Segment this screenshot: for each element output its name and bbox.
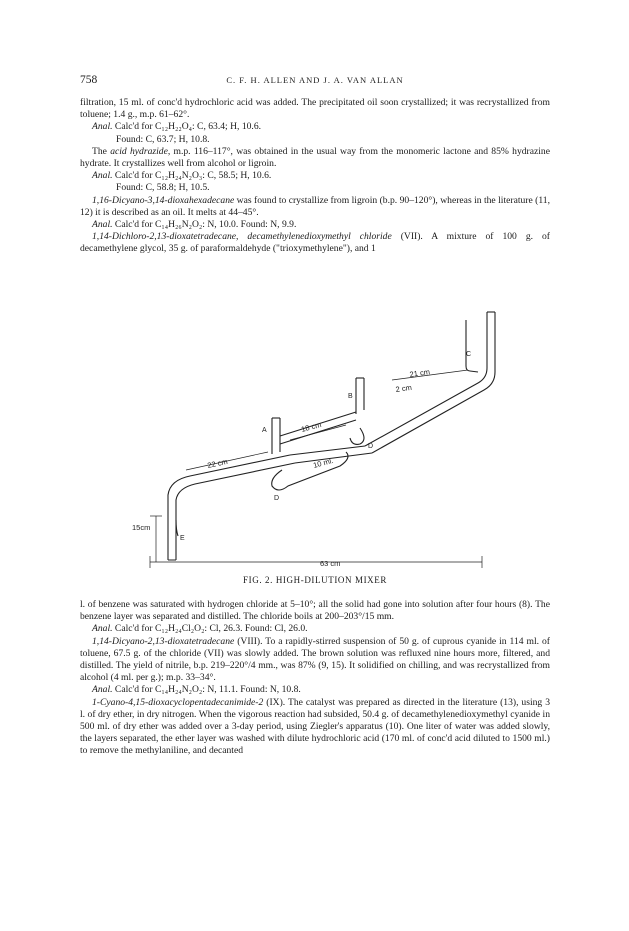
paragraph-benzene: l. of benzene was saturated with hydrogen chloride at 5–10°; all the solid had gone into solution after four hours (8). The benzene layer was separated and distilled. The chloride boils at 200–203°/15 mm. [80, 599, 550, 623]
running-head: C. F. H. ALLEN AND J. A. VAN ALLAN [226, 75, 404, 85]
label-22cm: 22 cm [206, 456, 229, 470]
inlet-tube-c [365, 312, 495, 453]
anal-label: Anal. [92, 684, 113, 696]
anal-text: Calc'd for C₁₂H₂₄N₂O₃: C, 58.5; H, 10.6. [112, 170, 272, 182]
label-e: E [180, 535, 185, 542]
text-run: (VIII). To a rapidly-stirred suspension of 50 g. of cuprous cyanide in 114 ml. of toluene, 67.5 g. of the chloride (VII) was slowly added. The brown solution was refluxed nine hours more, filtered, and distilled. The yield of nitrile, b.p. 219–220°/4 mm., was 87% (9, 15). It solidified on chilling, and was recrystallized from alcohol (4 ml. per g.); m.p. 33–34°. [80, 635, 550, 684]
label-a: A [262, 427, 267, 434]
figure-caption: FIG. 2. HIGH-DILUTION MIXER [243, 575, 387, 585]
anal-label: Anal. [92, 623, 113, 635]
anal-label: Anal. [92, 121, 113, 133]
compound-name: 1,14-Dichloro-2,13-dioxatetradecane, decamethylenedioxymethyl chloride [92, 231, 392, 243]
anal-text: Calc'd for C₁₄H₂₆N₂O₂: N, 10.0. Found: N, 9.9. [112, 219, 297, 231]
compound-name: 1,14-Dicyano-2,13-dioxatetradecane [92, 635, 235, 647]
page-number: 758 [80, 74, 98, 86]
label-18cm: 18 cm [300, 419, 323, 434]
anal-label: Anal. [92, 170, 113, 182]
bottom-text-block [80, 599, 550, 758]
compound-name: 1,16-Dicyano-3,14-dioxahexadecane [92, 194, 235, 206]
label-d-left: D [274, 495, 280, 502]
label-d-right: D [368, 443, 374, 450]
text-run: (IX). The catalyst was prepared as directed in the literature (13), using 3 l. of dry ether, in dry nitrogen. When the vigorous reaction had subsided, 50.4 g. of decamethylenedioxymethyl cyanide in 500 ml. of dry ether was added over a 3-day period, using Ziegler's apparatus (10). One liter of water was added slowly, the layers separated, the ether layer was washed with dilute hydrochloric acid (170 ml. of conc'd acid diluted to 1500 ml.) to remove the methylaniline, and decanted [80, 696, 550, 757]
bulb-d-right [350, 428, 364, 444]
paragraph-dicyano-tetradecane [80, 636, 550, 685]
paragraph-filtration: filtration, 15 ml. of conc'd hydrochloric acid was added. The precipitated oil soon crystallized; it was recrystallized from toluene; 1.4 g., m.p. 61–62°. [80, 97, 550, 121]
label-15cm: 15cm [132, 523, 151, 532]
text-run: (VII). A mixture of 100 g. of decamethylene glycol, 35 g. of paraformaldehyde ("trioxymethylene"), and 1 [80, 231, 550, 255]
text-run: , m.p. 116–117°, was obtained in the usual way from the monomeric lactone and 85% hydrazine hydrate. It crystallizes well from alcohol or ligroin. [80, 145, 550, 170]
found-line: Found: C, 58.8; H, 10.5. [116, 182, 210, 194]
analysis-line [80, 684, 550, 696]
text-run: was found to crystallize from ligroin (b.p. 90–120°), whereas in the literature (11, 12) it is described as an oil. It melts at 44–45°. [80, 194, 550, 218]
anal-text: Calc'd for C₁₄H₂₄N₂O₂: N, 11.1. Found: N, 10.8. [112, 684, 301, 696]
stub-b [356, 378, 364, 414]
label-c: C [466, 351, 472, 358]
stub-a [272, 418, 280, 454]
lower-diagonal-tube [168, 455, 295, 560]
upper-side-tube [466, 320, 478, 372]
compound-name: acid hydrazide [110, 145, 168, 157]
label-2cm: 2 cm [395, 382, 413, 394]
label-63cm: 63 cm [320, 559, 341, 568]
anal-text: Calc'd for C₁₂H₂₄Cl₂O₂: Cl, 26.3. Found: Cl, 26.0. [112, 623, 308, 635]
text-run: The [92, 145, 111, 157]
found-line: Found: C, 63.7; H, 10.8. [116, 133, 210, 145]
anal-label: Anal. [92, 219, 113, 231]
anal-text: Calc'd for C₁₂H₂₂O₄: C, 63.4; H, 10.6. [112, 121, 262, 133]
paragraph-cyano-imide [80, 697, 550, 758]
label-b: B [348, 393, 353, 400]
analysis-line [80, 623, 550, 635]
label-10ml: 10 ml. [312, 455, 335, 470]
compound-name: 1-Cyano-4,15-dioxacyclopentadecanimide-2 [92, 696, 264, 708]
label-21cm: 21 cm [409, 367, 431, 379]
